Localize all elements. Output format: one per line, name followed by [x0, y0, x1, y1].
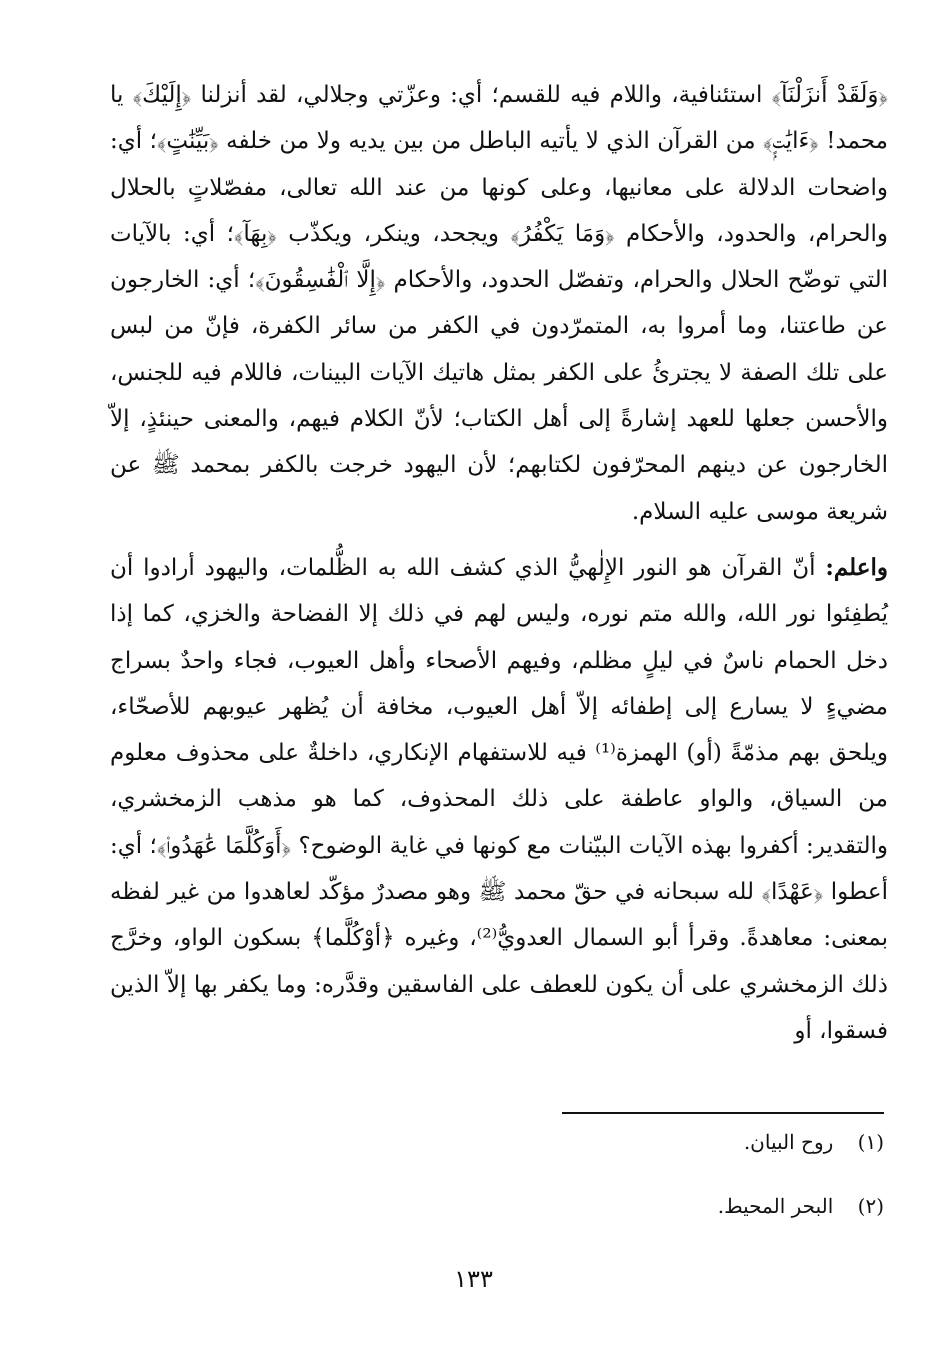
- footnote-number: (٢): [857, 1194, 884, 1218]
- footnote-divider: [562, 1112, 884, 1114]
- paragraph-2: [110, 545, 888, 1054]
- footnote-text: روح البيان.: [743, 1130, 834, 1154]
- main-text: [110, 72, 888, 1054]
- paragraph-2-body: أنّ القرآن هو النور الإِلٰهيُّ الذي كشف الله به الظُّلمات، واليهود أرادوا أن يُطفِئوا نور الله، والله متم نوره، وليس لهم في ذلك إلا الفضاحة والخزي، كما إذا دخل الحمام ناسٌ في ليلٍ مظلم، وفيهم الأصحاء وأهل العيوب، فجاء واحدٌ بسراج مضيءٍ لا يسارع إلى إطفائه إلاّ أهل العيوب، مخافة أن يُظهر عيوبهم للأصحّاء، ويلحق بهم مذمّةً (أو) الهمزة⁽¹⁾ فيه للاستفهام الإنكاري، داخلةٌ على محذوف معلوم من السياق، والواو عاطفة على ذلك المحذوف، كما هو مذهب الزمخشري، والتقدير: أكفروا بهذه الآيات البيّنات مع كونها في غاية الوضوح؟ ﴿أَوَكُلَّمَا عَٰهَدُوا۟﴾؛ أي: أعطوا ﴿عَهْدًا﴾ لله سبحانه في حقّ محمد ﷺ وهو مصدرٌ مؤكّد لعاهدوا من غير لفظه بمعنى: معاهدةً. وقرأ أبو السمال العدويُّ⁽²⁾، وغيره ﴿أوْكُلَّما﴾ بسكون الواو، وخرَّج ذلك الزمخشري على أن يكون للعطف على الفاسقين وقدَّره: وما يكفر بها إلاّ الذين فسقوا، أو: [110, 554, 889, 1044]
- paragraph-1: ﴿وَلَقَدْ أَنزَلْنَآ﴾ استئنافية، واللام فيه للقسم؛ أي: وعزّتي وجلالي، لقد أنزلنا ﴿إِلَيْكَ﴾ يا محمد! ﴿ءَايَٰتٍۭ﴾ من القرآن الذي لا يأتيه الباطل من بين يديه ولا من خلفه ﴿بَيِّنَٰتٍ﴾؛ أي: واضحات الدلالة على معانيها، وعلى كونها من عند الله تعالى، مفصّلاتٍ بالحلال والحرام، والحدود، والأحكام ﴿وَمَا يَكْفُرُ﴾ ويجحد، وينكر، ويكذّب ﴿بِهَآ﴾؛ أي: بالآيات التي توضّح الحلال والحرام، وتفصّل الحدود، والأحكام ﴿إِلَّا ٱلْفَٰسِقُونَ﴾؛ أي: الخارجون عن طاعتنا، وما أمروا به، المتمرّدون في الكفر من سائر الكفرة، فإنّ من لبس على تلك الصفة لا يجترئُ على الكفر بمثل هاتيك الآيات البينات، فاللام فيه للجنس، والأحسن جعلها للعهد إشارةً إلى أهل الكتاب؛ لأنّ الكلام فيهم، والمعنى حينئذٍ، إلاّ الخارجون عن دينهم المحرّفون لكتابهم؛ لأن اليهود خرجت بالكفر بمحمد ﷺ عن شريعة موسى عليه السلام.: [110, 82, 888, 525]
- footnote-2: [500, 1192, 884, 1220]
- footnote-number: (١): [857, 1130, 884, 1154]
- paragraph-lead: واعلم:: [825, 553, 888, 581]
- footnote-1: [500, 1128, 884, 1156]
- footnote-text: البحر المحيط.: [717, 1194, 834, 1218]
- page-number: ١٣٣: [454, 1265, 493, 1293]
- footnotes: [500, 1128, 884, 1256]
